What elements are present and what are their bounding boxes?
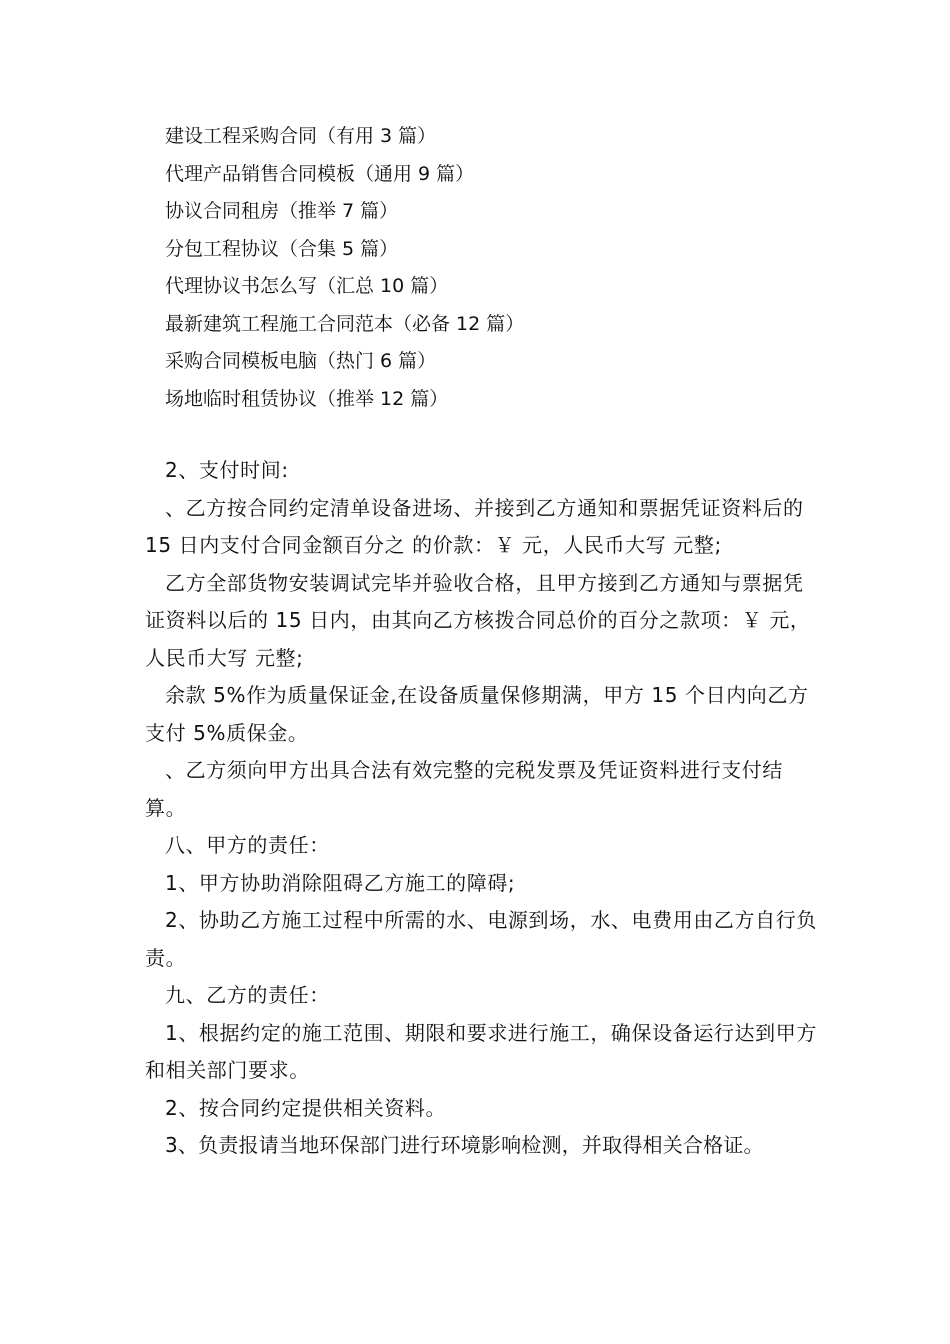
related-articles-list xyxy=(165,118,524,418)
related-article-link[interactable]: 分包工程协议（合集 5 篇） xyxy=(165,237,399,260)
section-heading-payment-time: 2、支付时间: xyxy=(165,458,289,482)
paragraph: 、乙方须向甲方出具合法有效完整的完税发票及凭证资料进行支付结算。 xyxy=(145,758,783,820)
contract-body xyxy=(145,452,817,1165)
related-article-link[interactable]: 最新建筑工程施工合同范本（必备 12 篇） xyxy=(165,312,525,335)
paragraph: 3、负责报请当地环保部门进行环境影响检测，并取得相关合格证。 xyxy=(165,1133,764,1157)
paragraph: 余款 5%作为质量保证金,在设备质量保修期满，甲方 15 个日内向乙方支付 5%质保金。 xyxy=(145,683,809,745)
related-article-link[interactable]: 协议合同租房（推举 7 篇） xyxy=(165,200,399,222)
paragraph: 2、按合同约定提供相关资料。 xyxy=(165,1095,447,1120)
paragraph: 、乙方按合同约定清单设备进场、并接到乙方通知和票据凭证资料后的 15 日内支付合同金额百分之 的价款：￥ 元，人民币大写 元整; xyxy=(145,495,804,557)
paragraph: 1、根据约定的施工范围、期限和要求进行施工，确保设备运行达到甲方和相关部门要求。 xyxy=(145,1020,817,1082)
paragraph: 乙方全部货物安装调试完毕并验收合格，且甲方接到乙方通知与票据凭证资料以后的 15 日内，由其向乙方核拨合同总价的百分之款项：￥ 元，人民币大写 元整; xyxy=(145,570,811,670)
section-heading-party-a-duties: 八、甲方的责任： xyxy=(165,833,330,857)
related-article-link[interactable]: 建设工程采购合同（有用 3 篇） xyxy=(165,125,437,147)
paragraph: 2、协助乙方施工过程中所需的水、电源到场，水、电费用由乙方自行负责。 xyxy=(145,908,817,970)
related-article-link[interactable]: 代理协议书怎么写（汇总 10 篇） xyxy=(165,275,449,297)
section-heading-party-b-duties: 九、乙方的责任： xyxy=(165,983,330,1007)
related-article-link[interactable]: 场地临时租赁协议（推举 12 篇） xyxy=(165,387,449,410)
related-article-link[interactable]: 采购合同模板电脑（热门 6 篇） xyxy=(165,350,437,372)
related-article-link[interactable]: 代理产品销售合同模板（通用 9 篇） xyxy=(165,162,475,185)
paragraph: 1、甲方协助消除阻碍乙方施工的障碍; xyxy=(165,870,516,895)
